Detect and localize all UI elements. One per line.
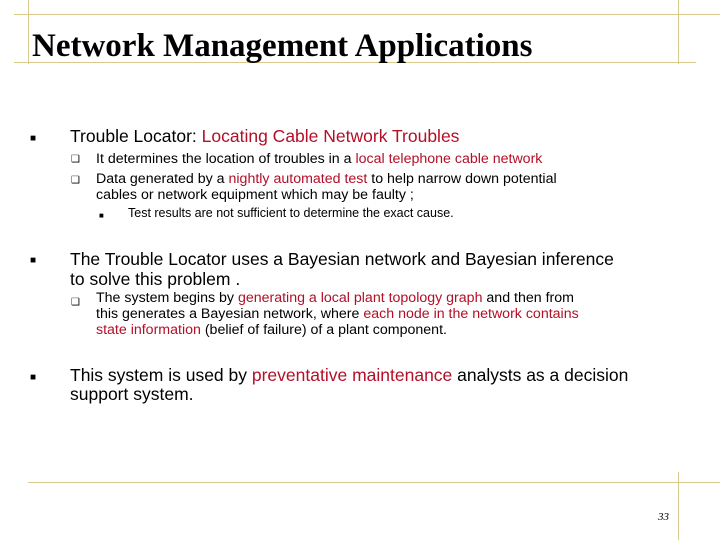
bullet-2-sub-1-line-1 (96, 290, 574, 307)
page-number: 33 (658, 511, 669, 523)
bullet-1-sub-2-line-1 (96, 171, 557, 188)
slide-title: Network Management Applications (32, 28, 533, 64)
bullet-2-sub-1-line2-highlight: each node in the network contains (363, 306, 579, 322)
bullet-1-label: Trouble Locator: (70, 126, 202, 146)
bullet-1-text (70, 126, 459, 147)
bullet-2-sub-1-line3-highlight: state information (96, 322, 201, 338)
bullet-2-sub-1-line2-pre: this generates a Bayesian network, where (96, 306, 364, 322)
bullet-2-sub-1-mid: and then from (482, 290, 574, 306)
bullet-square-small-icon: ■ (99, 211, 104, 220)
bullet-1-sub-1-pre: It determines the location of troubles in a (96, 151, 356, 167)
bullet-square-icon: ■ (30, 372, 37, 383)
bullet-1-sub-1-text (96, 151, 542, 168)
bullet-1-subsub-1-text: Test results are not sufficient to determine the exact cause. (128, 206, 454, 220)
bullet-1-highlight: Locating Cable Network Troubles (201, 126, 460, 146)
bullet-2-sub-1-pre: The system begins by (96, 290, 238, 306)
bullet-1-sub-2-highlight: nightly automated test (228, 171, 368, 187)
bullet-2-sub-1-line-3 (96, 322, 447, 339)
bullet-3-post: analysts as a decision (452, 365, 629, 385)
bullet-3-line-1 (70, 365, 628, 386)
bullet-2-sub-1-highlight: generating a local plant topology graph (237, 290, 483, 306)
bullet-1-sub-2-line-2: cables or network equipment which may be faulty ; (96, 187, 414, 203)
frame-line-bottom (28, 482, 720, 483)
bullet-2-line-2: to solve this problem . (70, 269, 241, 289)
frame-line-left-top (28, 0, 29, 64)
frame-line-top (14, 14, 720, 15)
bullet-3-line-2: support system. (70, 384, 194, 404)
bullet-1-sub-2-post: to help narrow down potential (367, 171, 557, 187)
bullet-square-icon: ■ (30, 255, 37, 266)
frame-line-right-bottom (678, 472, 679, 540)
checkbox-bullet-icon: ❑ (71, 175, 80, 186)
bullet-1-sub-2-pre: Data generated by a (96, 171, 229, 187)
bullet-square-icon: ■ (30, 133, 37, 144)
checkbox-bullet-icon: ❑ (71, 154, 80, 165)
frame-line-right-top (678, 0, 679, 64)
bullet-2-line-1: The Trouble Locator uses a Bayesian network and Bayesian inference (70, 249, 614, 269)
bullet-3-pre: This system is used by (70, 365, 252, 385)
bullet-2-sub-1-line3-post: (belief of failure) of a plant component. (200, 322, 447, 338)
bullet-2-sub-1-line-2 (96, 306, 579, 323)
bullet-1-sub-1-highlight: local telephone cable network (355, 151, 543, 167)
checkbox-bullet-icon: ❑ (71, 297, 80, 308)
bullet-3-highlight: preventative maintenance (251, 365, 453, 385)
